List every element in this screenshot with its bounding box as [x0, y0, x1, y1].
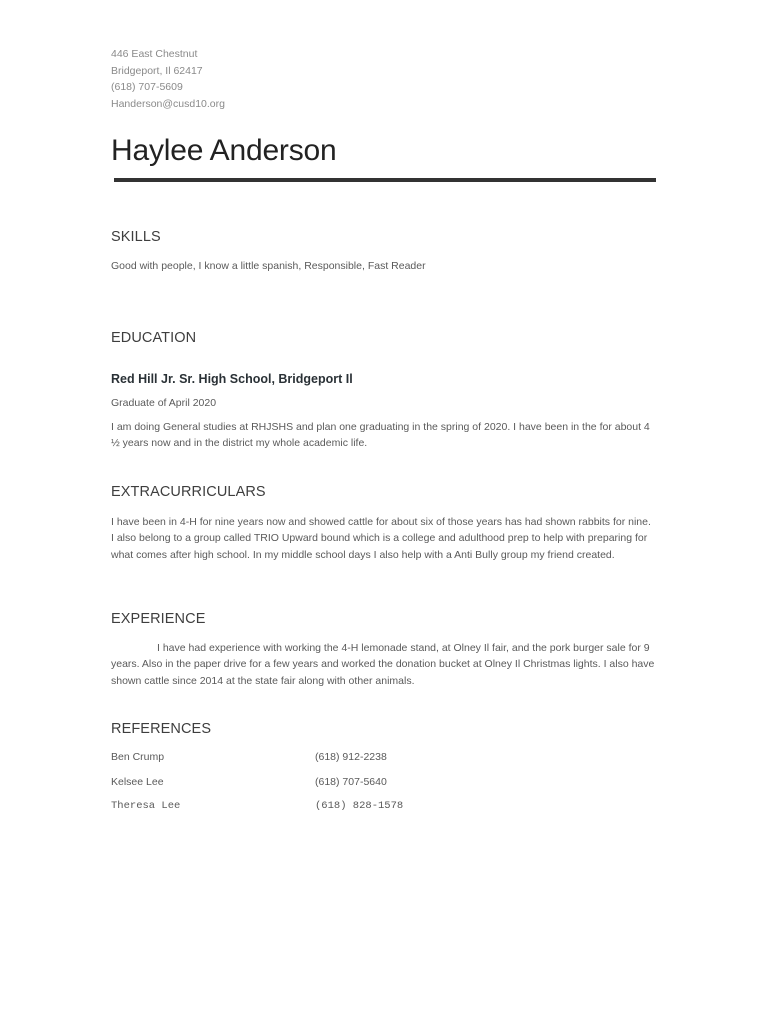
applicant-name: Haylee Anderson: [111, 134, 337, 167]
experience-text: I have had experience with working the 4-H lemonade stand, at Olney Il fair, and the pork burger sale for 9 years. Also in the paper drive for a few years and worked the donation bucket at Olney Il Christmas lights. I also have shown cattle since 2014 at the state fair along with other animals.: [111, 642, 655, 687]
contact-phone: (618) 707-5609: [111, 81, 183, 94]
experience-heading: EXPERIENCE: [111, 611, 206, 627]
reference-phone: (618) 912-2238: [315, 751, 387, 763]
contact-city: Bridgeport, Il 62417: [111, 64, 203, 77]
school-name: Red Hill Jr. Sr. High School, Bridgeport Il: [111, 372, 353, 386]
education-description: I am doing General studies at RHJSHS and plan one graduating in the spring of 2020. I have been in the for about 4 ½ years now and in the district my whole academic life.: [111, 421, 650, 450]
contact-address: 446 East Chestnut: [111, 48, 198, 60]
references-heading: REFERENCES: [111, 721, 212, 737]
extracurriculars-heading: EXTRACURRICULARS: [111, 484, 266, 500]
graduation-date: Graduate of April 2020: [111, 397, 217, 409]
contact-block: [111, 46, 225, 112]
skills-text: Good with people, I know a little spanish, Responsible, Fast Reader: [111, 260, 426, 272]
reference-name: Theresa Lee: [111, 800, 181, 812]
education-heading: EDUCATION: [111, 330, 197, 346]
header-divider: [114, 178, 656, 182]
reference-name: Kelsee Lee: [111, 776, 164, 788]
contact-email: Handerson@cusd10.org: [111, 97, 225, 110]
reference-phone: (618) 707-5640: [315, 776, 387, 788]
extracurriculars-text: I have been in 4-H for nine years now and showed cattle for about six of those years has had shown rabbits for nine. I also belong to a group called TRIO Upward bound which is a college and adulthood prep to help with preparing for what comes after high school. In my middle school days I also help with a Anti Bully group my friend created.: [111, 516, 651, 561]
reference-phone: (618) 828-1578: [315, 800, 404, 812]
reference-name: Ben Crump: [111, 751, 165, 763]
skills-heading: SKILLS: [111, 229, 161, 245]
